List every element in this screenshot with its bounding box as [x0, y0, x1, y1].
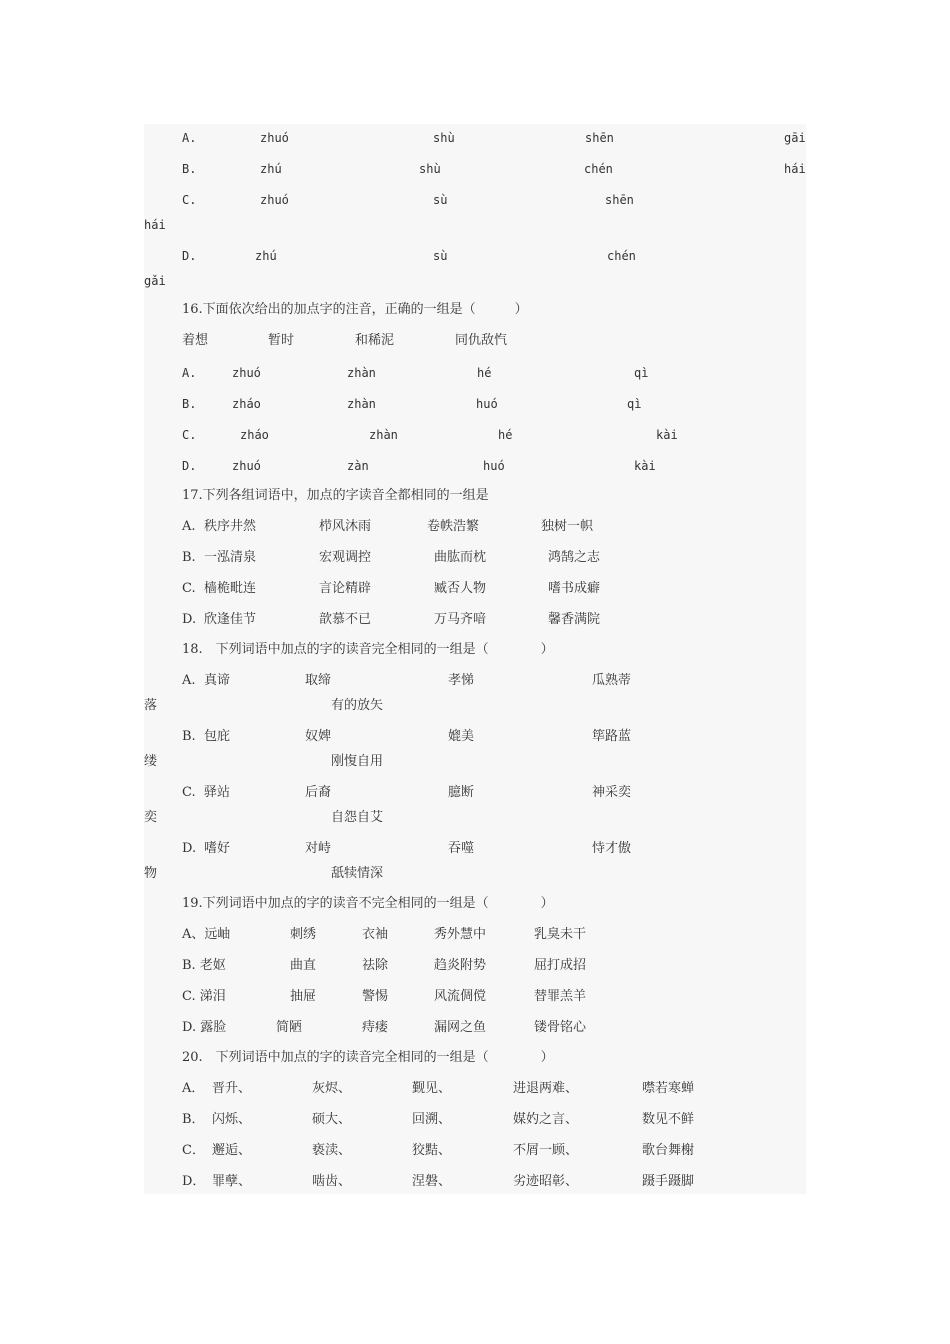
q20-option-d-word-1: 罪孽、: [212, 1174, 252, 1189]
q19-option-c-label: C. 涕泪: [182, 989, 226, 1004]
q17-option-b-word-2: 宏观调控: [319, 550, 372, 565]
q17-option-a-word-1: 秩序井然: [204, 519, 257, 534]
q19-option-b-word-1: 曲直: [290, 958, 317, 973]
q16-option-c-pinyin-4: kài: [656, 428, 678, 442]
q18-option-b-label: B.: [182, 729, 196, 744]
q19-option-d-word-3: 漏网之鱼: [434, 1020, 487, 1035]
q17-option-c-word-1: 樯桅毗连: [204, 581, 257, 596]
q19-option-c-word-1: 抽屉: [290, 989, 317, 1004]
q18-option-c-word-4a: 神采奕: [592, 785, 632, 800]
q17-option-b-word-4: 鸿鹄之志: [548, 550, 601, 565]
q16-option-c-pinyin-3: hé: [498, 428, 513, 442]
q19-option-d-word-2: 痔瘘: [362, 1020, 389, 1035]
q20-option-c-word-1: 邂逅、: [212, 1143, 252, 1158]
q15-option-c-pinyin-1: zhuó: [260, 193, 289, 207]
q19-option-b-word-3: 趋炎附势: [434, 958, 487, 973]
q20-option-d-word-5: 蹑手蹑脚: [642, 1174, 695, 1189]
q16-option-a-pinyin-2: zhàn: [347, 366, 376, 380]
q18-option-a-word-4b: 落: [144, 698, 158, 713]
q20-option-b-word-1: 闪烁、: [212, 1112, 252, 1127]
q17-option-d-word-4: 馨香满院: [548, 612, 601, 627]
q16-option-a-pinyin-4: qì: [634, 366, 649, 380]
q18-option-d-label: D.: [182, 841, 197, 856]
q16-word-3: 和稀泥: [355, 333, 395, 348]
q17-option-d-word-2: 歆慕不已: [319, 612, 372, 627]
q18-option-b-word-4b: 缕: [144, 754, 158, 769]
q20-option-b-word-3: 回溯、: [412, 1112, 452, 1127]
q20-option-a-word-1: 晋升、: [212, 1081, 252, 1096]
q20-option-d-label: D．: [182, 1174, 206, 1189]
q18-question: 18. 下列词语中加点的字的读音完全相同的一组是（ ）: [182, 642, 554, 657]
q19-option-a-label: A、远岫: [182, 927, 231, 942]
q18-option-b-word-4a: 筚路蓝: [592, 729, 632, 744]
q20-option-a-word-5: 噤若寒蝉: [642, 1081, 695, 1096]
q18-option-a-word-4a: 瓜熟蒂: [592, 673, 632, 688]
q15-option-c-pinyin-3: shēn: [605, 193, 634, 207]
q15-option-b-pinyin-4: hái: [784, 162, 806, 176]
q18-option-a-word-1: 真谛: [204, 673, 231, 688]
q18-option-d-word-4b: 物: [144, 866, 158, 881]
q20-option-b-word-5: 数见不鲜: [642, 1112, 695, 1127]
q20-option-c-word-3: 狡黠、: [412, 1143, 452, 1158]
q17-option-c-word-4: 嗜书成癖: [548, 581, 601, 596]
q19-option-c-word-3: 风流倜傥: [434, 989, 487, 1004]
q19-option-a-word-4: 乳臭未干: [534, 927, 587, 942]
q19-option-a-word-1: 刺绣: [290, 927, 317, 942]
q16-option-b-pinyin-4: qì: [627, 397, 642, 411]
q20-option-d-word-4: 劣迹昭彰、: [513, 1174, 579, 1189]
q15-option-d-pinyin-2: sù: [433, 249, 448, 263]
q20-option-a-word-3: 觐见、: [412, 1081, 452, 1096]
q19-question: 19.下列词语中加点的字的读音不完全相同的一组是（ ）: [182, 896, 554, 911]
q18-option-c-label: C.: [182, 785, 196, 800]
q18-option-c-word-5: 自怨自艾: [331, 810, 384, 825]
q15-option-b-label: B.: [182, 162, 197, 176]
q15-option-a-pinyin-4: gāi: [784, 131, 806, 145]
q17-option-a-label: A.: [182, 519, 196, 534]
q15-option-a-pinyin-1: zhuó: [260, 131, 289, 145]
q18-option-d-word-5: 舐犊情深: [331, 866, 384, 881]
q15-option-b-pinyin-1: zhú: [260, 162, 282, 176]
q16-option-c-pinyin-1: zháo: [240, 428, 269, 442]
q18-option-c-word-4b: 奕: [144, 810, 158, 825]
q15-option-a-label: A.: [182, 131, 197, 145]
q16-word-2: 暂时: [268, 333, 295, 348]
q15-option-c-label: C.: [182, 193, 197, 207]
q20-option-c-word-5: 歌台舞榭: [642, 1143, 695, 1158]
q17-option-a-word-2: 栉风沐雨: [319, 519, 372, 534]
q15-option-c-pinyin-2: sù: [433, 193, 448, 207]
q18-option-d-word-2: 对峙: [305, 841, 332, 856]
q18-option-a-label: A.: [182, 673, 196, 688]
q18-option-b-word-1: 包庇: [204, 729, 231, 744]
q16-option-d-pinyin-2: zàn: [347, 459, 369, 473]
q16-option-a-label: A.: [182, 366, 197, 380]
q19-option-c-word-2: 警惕: [362, 989, 389, 1004]
q15-option-b-pinyin-2: shù: [419, 162, 441, 176]
q20-option-b-word-4: 媒妁之言、: [513, 1112, 579, 1127]
q17-option-d-word-1: 欣逢佳节: [204, 612, 257, 627]
q18-option-d-word-1: 嗜好: [204, 841, 231, 856]
q15-option-d-pinyin-1: zhú: [255, 249, 277, 263]
q16-option-d-pinyin-1: zhuó: [232, 459, 261, 473]
q18-option-a-word-2: 取缔: [305, 673, 332, 688]
q19-option-b-word-2: 祛除: [362, 958, 389, 973]
q20-option-b-word-2: 硕大、: [312, 1112, 352, 1127]
q20-option-a-word-2: 灰烬、: [312, 1081, 352, 1096]
q16-question: 16.下面依次给出的加点字的注音，正确的一组是（ ）: [182, 302, 528, 317]
q17-option-b-word-3: 曲肱而枕: [434, 550, 487, 565]
q20-option-c-word-4: 不屑一顾、: [513, 1143, 579, 1158]
q16-option-d-pinyin-4: kài: [634, 459, 656, 473]
q19-option-d-word-1: 简陋: [276, 1020, 303, 1035]
q20-option-d-word-3: 涅磐、: [412, 1174, 452, 1189]
q17-option-b-word-1: 一泓清泉: [204, 550, 257, 565]
q18-option-b-word-5: 刚愎自用: [331, 754, 384, 769]
q18-option-a-word-5: 有的放矢: [331, 698, 384, 713]
q19-option-d-label: D. 露脸: [182, 1020, 227, 1035]
q16-option-c-pinyin-2: zhàn: [369, 428, 398, 442]
q17-option-c-word-3: 臧否人物: [434, 581, 487, 596]
q15-option-b-pinyin-3: chén: [584, 162, 613, 176]
q19-option-a-word-3: 秀外慧中: [434, 927, 487, 942]
q18-option-b-word-2: 奴婢: [305, 729, 332, 744]
q17-option-d-word-3: 万马齐喑: [434, 612, 487, 627]
q17-option-c-label: C.: [182, 581, 196, 596]
q16-option-d-label: D.: [182, 459, 197, 473]
q20-option-a-word-4: 进退两难、: [513, 1081, 579, 1096]
q20-option-c-word-2: 亵渎、: [312, 1143, 352, 1158]
q18-option-c-word-3: 臆断: [448, 785, 475, 800]
q18-option-c-word-1: 驿站: [204, 785, 231, 800]
q15-option-a-pinyin-2: shù: [433, 131, 455, 145]
q16-word-4: 同仇敌忾: [455, 333, 508, 348]
q16-option-b-pinyin-1: zháo: [232, 397, 261, 411]
q19-option-b-word-4: 屈打成招: [534, 958, 587, 973]
q16-option-a-pinyin-1: zhuó: [232, 366, 261, 380]
q15-option-d-pinyin-4: gǎi: [144, 274, 166, 288]
q20-option-b-label: B．: [182, 1112, 205, 1127]
q18-option-d-word-3: 吞噬: [448, 841, 475, 856]
q15-option-d-pinyin-3: chén: [607, 249, 636, 263]
q17-option-b-label: B.: [182, 550, 196, 565]
q17-option-a-word-3: 卷帙浩繁: [427, 519, 480, 534]
q17-option-c-word-2: 言论精辟: [319, 581, 372, 596]
q17-question: 17.下列各组词语中，加点的字读音全都相同的一组是: [182, 488, 489, 503]
q20-option-a-label: A．: [182, 1081, 205, 1096]
q15-option-a-pinyin-3: shēn: [585, 131, 614, 145]
q16-option-b-pinyin-3: huó: [476, 397, 498, 411]
q16-option-a-pinyin-3: hé: [477, 366, 492, 380]
q15-option-c-pinyin-4: hái: [144, 218, 166, 232]
q19-option-d-word-4: 镂骨铭心: [534, 1020, 587, 1035]
q16-option-b-label: B.: [182, 397, 197, 411]
q20-option-d-word-2: 啮齿、: [312, 1174, 352, 1189]
q20-option-c-label: C．: [182, 1143, 205, 1158]
q19-option-c-word-4: 替罪羔羊: [534, 989, 587, 1004]
q17-option-d-label: D.: [182, 612, 197, 627]
q16-option-d-pinyin-3: huó: [483, 459, 505, 473]
q19-option-b-label: B. 老妪: [182, 958, 226, 973]
q18-option-c-word-2: 后裔: [305, 785, 332, 800]
q18-option-a-word-3: 孝悌: [448, 673, 475, 688]
q16-option-b-pinyin-2: zhàn: [347, 397, 376, 411]
q16-word-1: 着想: [182, 333, 209, 348]
q18-option-b-word-3: 媲美: [448, 729, 475, 744]
q20-question: 20. 下列词语中加点的字的读音完全相同的一组是（ ）: [182, 1050, 554, 1065]
q15-option-d-label: D.: [182, 249, 197, 263]
q18-option-d-word-4a: 恃才傲: [592, 841, 632, 856]
q19-option-a-word-2: 衣袖: [362, 927, 389, 942]
q16-option-c-label: C.: [182, 428, 197, 442]
q17-option-a-word-4: 独树一帜: [541, 519, 594, 534]
